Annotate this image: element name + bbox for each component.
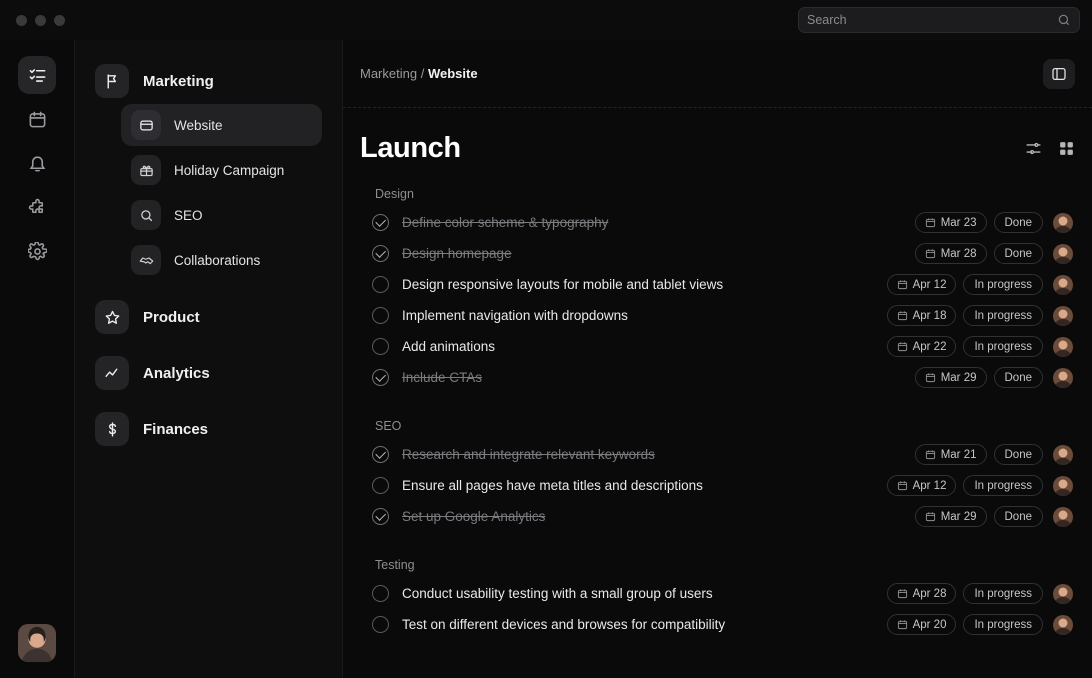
assignee-avatar[interactable] bbox=[1053, 213, 1073, 233]
assignee-avatar[interactable] bbox=[1053, 615, 1073, 635]
task-name: Test on different devices and browses for compatibility bbox=[402, 617, 726, 632]
task-name: Design responsive layouts for mobile and tablet views bbox=[402, 277, 724, 292]
due-date-label: Mar 23 bbox=[940, 216, 977, 229]
assignee-avatar[interactable] bbox=[1053, 275, 1073, 295]
task-section bbox=[360, 187, 1075, 393]
minimize-window-button[interactable] bbox=[35, 15, 46, 26]
task-meta bbox=[915, 243, 1073, 264]
assignee-avatar[interactable] bbox=[1053, 306, 1073, 326]
breadcrumb-current: Website bbox=[427, 66, 478, 81]
task-checkbox[interactable] bbox=[372, 508, 389, 525]
browser-window-icon bbox=[131, 110, 161, 140]
sidebar-item-label: SEO bbox=[174, 207, 203, 223]
breadcrumb bbox=[360, 66, 478, 81]
due-date-chip[interactable] bbox=[915, 444, 987, 465]
status-badge[interactable]: Done bbox=[994, 212, 1044, 233]
magnifier-icon bbox=[131, 200, 161, 230]
task-checkbox[interactable] bbox=[372, 214, 389, 231]
search-icon bbox=[1057, 13, 1071, 27]
sidebar-item-notifications[interactable] bbox=[18, 144, 56, 182]
status-badge[interactable]: Done bbox=[994, 444, 1044, 465]
main-panel bbox=[343, 40, 1092, 678]
calendar-icon bbox=[925, 511, 936, 522]
project-sidebar bbox=[75, 40, 343, 678]
calendar-icon bbox=[897, 588, 908, 599]
task-name: Research and integrate relevant keywords bbox=[402, 447, 655, 462]
assignee-avatar[interactable] bbox=[1053, 244, 1073, 264]
window-controls bbox=[0, 15, 65, 26]
gear-settings-icon bbox=[28, 242, 47, 261]
task-row[interactable] bbox=[360, 609, 1075, 640]
task-checkbox[interactable] bbox=[372, 369, 389, 386]
sidebar-group-product[interactable] bbox=[95, 294, 322, 340]
sidebar-item-calendar[interactable] bbox=[18, 100, 56, 138]
status-badge[interactable]: In progress bbox=[963, 336, 1043, 357]
due-date-chip[interactable] bbox=[887, 583, 957, 604]
sidebar-group-label: Analytics bbox=[143, 364, 210, 382]
status-badge[interactable]: Done bbox=[994, 367, 1044, 388]
task-row[interactable] bbox=[360, 207, 1075, 238]
task-row[interactable] bbox=[360, 501, 1075, 532]
status-badge[interactable]: In progress bbox=[963, 614, 1043, 635]
calendar-icon bbox=[925, 449, 936, 460]
sidebar-group-analytics[interactable] bbox=[95, 350, 322, 396]
status-badge[interactable]: In progress bbox=[963, 305, 1043, 326]
sidebar-item-settings[interactable] bbox=[18, 232, 56, 270]
section-title: Design bbox=[375, 187, 414, 201]
sidebar-group-label: Marketing bbox=[143, 72, 214, 90]
search-input[interactable] bbox=[807, 13, 1057, 27]
sidebar-group-finances[interactable] bbox=[95, 406, 322, 452]
calendar-icon bbox=[925, 372, 936, 383]
task-meta bbox=[915, 506, 1073, 527]
task-checkbox[interactable] bbox=[372, 245, 389, 262]
due-date-label: Apr 12 bbox=[912, 278, 947, 291]
sidebar-item-collaborations[interactable] bbox=[121, 239, 322, 281]
task-name: Ensure all pages have meta titles and descriptions bbox=[402, 478, 703, 493]
task-row[interactable] bbox=[360, 331, 1075, 362]
sidebar-item-holiday-campaign[interactable] bbox=[121, 149, 322, 191]
search-bar[interactable] bbox=[798, 7, 1080, 33]
breadcrumb-parent[interactable]: Marketing bbox=[360, 66, 418, 81]
task-meta bbox=[915, 212, 1073, 233]
due-date-label: Apr 20 bbox=[912, 618, 947, 631]
grid-view-icon[interactable] bbox=[1058, 140, 1075, 157]
task-name: Implement navigation with dropdowns bbox=[402, 308, 628, 323]
bell-notifications-icon bbox=[28, 154, 47, 173]
due-date-chip[interactable] bbox=[887, 274, 957, 295]
close-window-button[interactable] bbox=[16, 15, 27, 26]
task-meta bbox=[887, 336, 1073, 357]
sidebar-item-label: Holiday Campaign bbox=[174, 162, 285, 178]
task-checkbox[interactable] bbox=[372, 477, 389, 494]
breadcrumb-separator: / bbox=[420, 66, 425, 81]
task-meta bbox=[915, 444, 1073, 465]
calendar-icon bbox=[925, 248, 936, 259]
page-tools bbox=[1025, 140, 1075, 157]
task-meta bbox=[887, 274, 1073, 295]
task-meta bbox=[887, 583, 1073, 604]
calendar-icon bbox=[897, 341, 908, 352]
sidebar-panel-icon bbox=[1051, 66, 1067, 82]
task-row[interactable] bbox=[360, 300, 1075, 331]
task-checkbox[interactable] bbox=[372, 276, 389, 293]
sidebar-item-tasks[interactable] bbox=[18, 56, 56, 94]
due-date-label: Apr 22 bbox=[912, 340, 947, 353]
sidebar-item-website[interactable] bbox=[121, 104, 322, 146]
sidebar-panel-toggle-button[interactable] bbox=[1043, 59, 1075, 89]
status-badge[interactable]: In progress bbox=[963, 475, 1043, 496]
due-date-chip[interactable] bbox=[887, 614, 957, 635]
page-title: Launch bbox=[360, 132, 461, 164]
task-name: Set up Google Analytics bbox=[402, 509, 546, 524]
calendar-icon bbox=[897, 480, 908, 491]
assignee-avatar[interactable] bbox=[1053, 507, 1073, 527]
due-date-label: Mar 28 bbox=[940, 247, 977, 260]
task-checkbox[interactable] bbox=[372, 338, 389, 355]
due-date-chip[interactable] bbox=[915, 243, 987, 264]
task-row[interactable] bbox=[360, 269, 1075, 300]
section-title: SEO bbox=[375, 419, 402, 433]
status-badge[interactable]: In progress bbox=[963, 583, 1043, 604]
window-titlebar bbox=[0, 0, 1092, 40]
task-meta bbox=[915, 367, 1073, 388]
handshake-icon bbox=[131, 245, 161, 275]
sidebar-item-label: Collaborations bbox=[174, 252, 261, 268]
breadcrumb-bar bbox=[343, 40, 1092, 108]
due-date-label: Mar 29 bbox=[940, 510, 977, 523]
calendar-icon bbox=[28, 110, 47, 129]
line-chart-icon bbox=[95, 356, 129, 390]
task-checkbox[interactable] bbox=[372, 585, 389, 602]
task-checkbox[interactable] bbox=[372, 446, 389, 463]
status-badge[interactable]: Done bbox=[994, 506, 1044, 527]
puzzle-integrations-icon bbox=[28, 198, 47, 217]
task-row[interactable] bbox=[360, 578, 1075, 609]
task-name: Conduct usability testing with a small group of users bbox=[402, 586, 713, 601]
page-title-row bbox=[360, 132, 1075, 165]
due-date-label: Mar 21 bbox=[940, 448, 977, 461]
due-date-chip[interactable] bbox=[915, 506, 987, 527]
task-section bbox=[360, 558, 1075, 640]
task-row[interactable] bbox=[360, 238, 1075, 269]
task-row[interactable] bbox=[360, 439, 1075, 470]
due-date-chip[interactable] bbox=[915, 212, 987, 233]
task-list-content bbox=[343, 108, 1092, 678]
sidebar-group-marketing[interactable] bbox=[95, 58, 322, 104]
calendar-icon bbox=[897, 310, 908, 321]
status-badge[interactable]: In progress bbox=[963, 274, 1043, 295]
due-date-label: Mar 29 bbox=[940, 371, 977, 384]
task-checkbox[interactable] bbox=[372, 616, 389, 633]
due-date-label: Apr 28 bbox=[912, 587, 947, 600]
assignee-avatar[interactable] bbox=[1053, 476, 1073, 496]
assignee-avatar[interactable] bbox=[1053, 584, 1073, 604]
dollar-icon bbox=[95, 412, 129, 446]
gift-icon bbox=[131, 155, 161, 185]
task-meta bbox=[887, 475, 1073, 496]
sidebar-item-integrations[interactable] bbox=[18, 188, 56, 226]
star-icon bbox=[95, 300, 129, 334]
due-date-chip[interactable] bbox=[887, 336, 957, 357]
sidebar-group-label: Product bbox=[143, 308, 200, 326]
task-row[interactable] bbox=[360, 470, 1075, 501]
task-row[interactable] bbox=[360, 362, 1075, 393]
flag-icon bbox=[95, 64, 129, 98]
sidebar-item-label: Website bbox=[174, 117, 223, 133]
task-name: Design homepage bbox=[402, 246, 512, 261]
section-title: Testing bbox=[375, 558, 415, 572]
icon-rail bbox=[0, 40, 75, 678]
task-checkbox[interactable] bbox=[372, 307, 389, 324]
task-meta bbox=[887, 614, 1073, 635]
maximize-window-button[interactable] bbox=[54, 15, 65, 26]
status-badge[interactable]: Done bbox=[994, 243, 1044, 264]
sidebar-subitems-marketing bbox=[95, 104, 322, 281]
user-avatar-image bbox=[18, 624, 56, 662]
calendar-icon bbox=[897, 619, 908, 630]
task-section bbox=[360, 419, 1075, 532]
assignee-avatar[interactable] bbox=[1053, 445, 1073, 465]
tasks-checklist-icon bbox=[28, 66, 47, 85]
assignee-avatar[interactable] bbox=[1053, 368, 1073, 388]
due-date-label: Apr 12 bbox=[912, 479, 947, 492]
assignee-avatar[interactable] bbox=[1053, 337, 1073, 357]
calendar-icon bbox=[897, 279, 908, 290]
task-name: Include CTAs bbox=[402, 370, 483, 385]
due-date-label: Apr 18 bbox=[912, 309, 947, 322]
due-date-chip[interactable] bbox=[915, 367, 987, 388]
avatar[interactable] bbox=[18, 624, 56, 662]
task-name: Add animations bbox=[402, 339, 496, 354]
due-date-chip[interactable] bbox=[887, 305, 957, 326]
task-meta bbox=[887, 305, 1073, 326]
sliders-filter-icon[interactable] bbox=[1025, 140, 1042, 157]
sidebar-item-seo[interactable] bbox=[121, 194, 322, 236]
due-date-chip[interactable] bbox=[887, 475, 957, 496]
calendar-icon bbox=[925, 217, 936, 228]
task-name: Define color scheme & typography bbox=[402, 215, 609, 230]
sidebar-group-label: Finances bbox=[143, 420, 209, 438]
